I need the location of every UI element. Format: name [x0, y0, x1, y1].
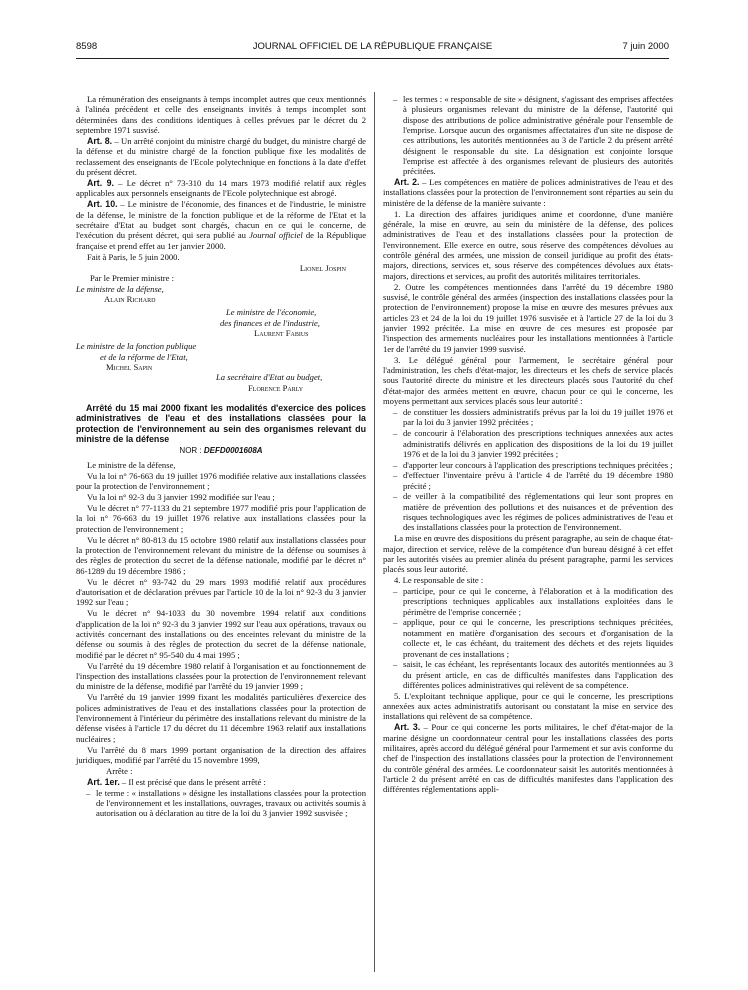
journal-title: JOURNAL OFFICIEL DE LA RÉPUBLIQUE FRANÇAISE: [252, 41, 493, 52]
article-8: [76, 136, 366, 177]
visa: Vu le décret n° 93-742 du 29 mars 1993 modifié relatif aux procédures d'autorisation et de déclaration prévues par l'article 10 de la loi n° 92-3 du 3 janvier 1992 sur l'eau ;: [76, 576, 366, 608]
paragraph: 4. Le responsable de site :: [394, 575, 484, 586]
article-text: de la République française et prend effet au 1er janvier 2000.: [76, 230, 367, 251]
paragraph: 3. Le délégué général pour l'armement, le secrétaire général pour l'administration, les chefs d'état-major, les directeurs et les chefs de service placés sous l'autorité directe du ministre et les directeurs placés sous l'autorité du chef d'état-major des armées mettent en œuvre, chacun pour ce qui le concerne, les moyens permettant aux services placés sous leur autorité :: [383, 354, 673, 407]
article-label: Art. 1er.: [87, 776, 120, 787]
page-number: 8598: [76, 41, 98, 52]
visa: Vu l'arrêté du 19 janvier 1999 fixant les modalités particulières d'exercice des polices administratives de l'eau et des installations classées pour la protection de l'environnement à l'intérieur du périmètre des installations relevant du ministre de la défense visées à l'article 17 du décret du 11 décembre 1963 relatif aux installations nucléaires ;: [76, 692, 366, 744]
right-column: [383, 94, 673, 795]
list-item: – d'effectuer l'inventaire prévu à l'article 4 de l'arrêté du 19 décembre 1980 précité ;: [393, 470, 673, 491]
signature-caption: Par le Premier ministre :: [90, 273, 175, 284]
left-column: [76, 94, 366, 819]
signatory-name: Florence Parly: [248, 382, 304, 393]
visa: Vu le décret n° 77-1133 du 21 septembre 1977 modifié pris pour l'application de la loi n° 76-663 du 19 juillet 1976 relative aux installations classées pour la protection de l'environnement ;: [76, 503, 366, 534]
header-rule: [76, 58, 669, 59]
article-label: Art. 2.: [394, 177, 420, 188]
article-text: – Il est précisé que dans le présent arrêté :: [119, 776, 266, 787]
page-header: [76, 41, 669, 57]
journal-reference: Journal officiel: [249, 230, 303, 241]
signatory-title: La secrétaire d'Etat au budget,: [216, 372, 323, 383]
visa: Vu le décret n° 80-813 du 15 octobre 1980 relatif aux installations classées pour la protection de l'environnement relevant du ministre de la défense ou soumises à des règles de protection du secret de la défense nationale, modifié par le décret n° 86-1289 du 19 décembre 1986 ;: [76, 534, 366, 576]
visa: Vu la loi n° 76-663 du 19 juillet 1976 modifiée relative aux installations classées pour la protection de l'environnement ;: [76, 470, 366, 492]
signature-date: Fait à Paris, le 5 juin 2000.: [87, 251, 180, 262]
paragraph: 2. Outre les compétences mentionnées dans l'arrêté du 19 décembre 1980 susvisé, le contrôle général des armées (inspection des installations classées pour la protection de l'environnement) propose la mise en œuvre des mesures prévues aux articles 23 et 24 de la loi du 19 juillet 1976 susvisée et à l'article 27 de la loi du 3 janvier 1992 précitée. La mise en œuvre de ces mesures est proposée par l'inspection des armements nucléaires pour les installations mentionnées à l'article 1er de l'arrêté du 19 janvier 1999 susvisé.: [383, 281, 673, 354]
article-text: – Le décret n° 73-310 du 14 mars 1973 modifié relatif aux règles applicables aux personnels enseignants de l'Ecole polytechnique est abrogé.: [76, 177, 366, 199]
nor-label: NOR :: [179, 445, 204, 455]
issue-date: 7 juin 2000: [622, 41, 669, 52]
list-item: – de concourir à l'élaboration des prescriptions techniques annexées aux actes administratifs délivrés en application des dispositions de la loi du 19 juillet 1976 et de la loi du 3 janvier 1992 précitées ;: [393, 428, 673, 459]
article-label: Art. 3.: [394, 722, 421, 733]
arrete-heading: Arrête :: [106, 765, 133, 776]
list-item: – le terme : « installations » désigne les installations classées pour la protection de l'environnement et les installations, ouvrages, travaux ou activités soumis à autorisation ou à déclaration au titre de la loi du 3 janvier 1992 susvisée ;: [86, 788, 366, 819]
visa: Vu le décret n° 94-1033 du 30 novembre 1994 relatif aux conditions d'application de la loi n° 92-3 du 3 janvier 1992 sur l'eau aux opérations, travaux ou activités concernant des installations ou des enceintes relevant du ministre de la défense ou soumis à des règles de protection du secret de la défense nationale, modifié par le décret n° 95-540 du 4 mai 1995 ;: [76, 608, 366, 660]
signature-prime-minister: Lionel Jospin: [299, 262, 346, 273]
article-3: [383, 722, 673, 794]
article-text: – Le ministre de l'économie, des finances et de l'industrie, le ministre de la défense, le ministre de la fonction publique et de la réforme de l'Etat et la secrétaire d'Etat au budget sont chargés, chacun en ce qui le concerne, de l'exécution du présent décret, qui sera publié au: [76, 199, 366, 241]
signatory-title: Le ministre de l'économie,: [226, 307, 317, 318]
article-9: [76, 178, 366, 199]
article-2: [383, 177, 673, 208]
visa: Vu l'arrêté du 19 décembre 1980 relatif à l'organisation et au fonctionnement de l'inspection des installations classées pour la protection de l'environnement relevant du ministre de la défense, modifié par l'arrêté du 19 janvier 1999 ;: [76, 660, 366, 692]
paragraph: La mise en œuvre des dispositions du présent paragraphe, au sein de chaque état-major, direction et service, relève de la compétence d'un bureau désigné à cet effet par les autorités visées au premier alinéa du présent paragraphe, parmi les services placés sous leur autorité.: [383, 533, 673, 575]
article-text: – Pour ce qui concerne les ports militaires, le chef d'état-major de la marine désigne un coordonnateur central pour les installations classées des ports militaires, après accord du délégué général pour l'armement et sur avis conforme du chef de l'inspection des installations classées pour la protection de l'environnement du contrôle général des armées. Le coordonnateur saisit les autorités mentionnées à l'article 2 du présent arrêté en cas de difficultés manifestes dans l'application des différentes réglementations appli-: [383, 722, 673, 795]
signatory-name: Laurent Fabius: [254, 327, 309, 338]
nor-code: DEFD0001608A: [203, 445, 263, 455]
list-item: – de veiller à la compatibilité des réglementations qui leur sont propres en matière de prévention des pollutions et des nuisances et de prévention des risques technologiques avec les régimes de polices administratives de l'eau et des installations classées pour la protection de l'environnement.: [393, 491, 673, 532]
article-10: [76, 199, 366, 251]
signatory-title: Le ministre de la fonction publique: [76, 341, 197, 352]
article-label: Art. 9.: [87, 177, 114, 188]
signatory-title: des finances et de l'industrie,: [220, 317, 320, 328]
site-manager-list: [383, 586, 673, 690]
list-item: – les termes : « responsable de site » désignent, s'agissant des emprises affectées à plusieurs organismes relevant du ministre de la défense, l'autorité qui dispose des attributions de police administrative générale pour l'ensemble de l'emprise. Lorsque aucun des organismes affectataires d'un site ne dispose de ces attributions, les autorités mentionnées au 3 de l'article 2 du présent arrêté désignent le responsable du site. La désignation est conjointe lorsque l'emprise est affectée à des organismes relevant de plusieurs des autorités précitées.: [393, 94, 673, 177]
signatory-title: et de la réforme de l'Etat,: [100, 351, 188, 362]
definition-list: [383, 94, 673, 177]
paragraph: La rémunération des enseignants à temps incomplet autres que ceux mentionnés à l'alinéa précédent et celle des enseignants invités à temps incomplet sont déterminées dans des conditions identiques à celles prévues par le décret du 2 septembre 1971 susvisé.: [76, 94, 366, 136]
nor-reference: [76, 446, 366, 456]
column-separator: [374, 92, 375, 972]
signatory-title: Le ministre de la défense,: [76, 283, 164, 294]
article-text: – Les compétences en matière de polices administratives de l'eau et des installations classées pour la protection de l'environnement sont réparties au sein du ministère de la défense de la manière suivante :: [383, 177, 673, 208]
list-item: – saisit, le cas échéant, les représentants locaux des autorités mentionnées au 3 du présent article, en cas de difficultés manifestes dans l'application des différentes polices administratives qui relèvent de sa compétence.: [393, 659, 673, 690]
visa: Vu la loi n° 92-3 du 3 janvier 1992 modifiée sur l'eau ;: [87, 492, 275, 503]
list-item: – d'apporter leur concours à l'application des prescriptions techniques précitées ;: [393, 460, 673, 470]
list-item: – participe, pour ce qui le concerne, à l'élaboration et à la modification des prescriptions techniques applicables aux installations exploitées dans le périmètre de l'emprise concernée ;: [393, 586, 673, 617]
signatory-name: Michel Sapin: [106, 361, 153, 372]
signatory-name: Alain Richard: [104, 293, 156, 304]
arrete-title: Arrêté du 15 mai 2000 fixant les modalités d'exercice des polices administratives de l'eau et des installations classées pour la protection de l'environnement au sein des organismes relevant du ministre de la défense: [76, 403, 366, 445]
article-text: – Un arrêté conjoint du ministre chargé du budget, du ministre chargé de la défense et du ministre chargé de la fonction publique fixe les modalités de reclassement des enseignants de l'Ecole polytechnique en fonctions à la date d'effet du présent décret.: [76, 135, 366, 177]
definition-list: [76, 788, 366, 819]
list-item: – applique, pour ce qui le concerne, les prescriptions techniques précitées, notamment en matière d'organisation des secours et d'organisation de la collecte et, le cas échéant, du traitement des déchets et des rejets liquides provenant de ces installations ;: [393, 617, 673, 658]
paragraph: 1. La direction des affaires juridiques anime et coordonne, d'une manière générale, la mise en œuvre, au sein du ministère de la défense, des polices administratives de l'eau et des installations classées pour la protection de l'environnement. Elle exerce en outre, sous réserve des compétences dévolues au contrôle général des armées, une mission de conseil juridique au profit des états-majors, directions, services et, sous réserve des compétences dévolues aux états-majors, directions et services, au profit des autorités militaires territoriales.: [383, 208, 673, 281]
paragraph: 5. L'exploitant technique applique, pour ce qui le concerne, les prescriptions annexées aux actes administratifs autorisant ou constatant la mise en service des installations qui relèvent de sa compétence.: [383, 690, 673, 722]
signature-block: [76, 263, 366, 393]
list-item: – de constituer les dossiers administratifs prévus par la loi du 19 juillet 1976 et par la loi du 3 janvier 1992 précitées ;: [393, 407, 673, 428]
visa: Le ministre de la défense,: [87, 459, 176, 470]
measures-list: [383, 407, 673, 533]
visa: Vu l'arrêté du 8 mars 1999 portant organisation de la direction des affaires juridiques, modifié par l'arrêté du 15 novembre 1999,: [76, 744, 366, 765]
article-label: Art. 10.: [87, 199, 118, 210]
article-1: [76, 777, 366, 787]
article-label: Art. 8.: [87, 135, 113, 146]
